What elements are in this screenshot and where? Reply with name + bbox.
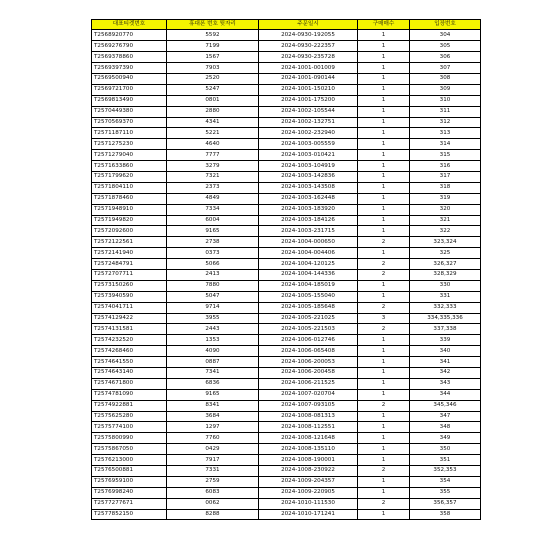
order-datetime-cell: 2024-0930-222357 bbox=[259, 41, 358, 52]
order-datetime-cell: 2024-1004-000650 bbox=[259, 237, 358, 248]
ticket-number-cell: T2572484791 bbox=[92, 259, 167, 270]
order-datetime-cell: 2024-0930-235728 bbox=[259, 52, 358, 63]
table-row bbox=[92, 498, 481, 509]
quantity-cell: 1 bbox=[358, 182, 410, 193]
quantity-cell: 2 bbox=[358, 400, 410, 411]
ticket-number-cell: T2569721700 bbox=[92, 84, 167, 95]
phone-last-digits-cell: 8288 bbox=[167, 509, 259, 520]
table-row bbox=[92, 95, 481, 106]
phone-last-digits-cell: 2520 bbox=[167, 73, 259, 84]
table-row bbox=[92, 313, 481, 324]
table-row bbox=[92, 389, 481, 400]
order-datetime-cell: 2024-1003-010421 bbox=[259, 150, 358, 161]
table-row bbox=[92, 422, 481, 433]
quantity-cell: 1 bbox=[358, 41, 410, 52]
table-row bbox=[92, 346, 481, 357]
ticket-number-cell: T2577277671 bbox=[92, 498, 167, 509]
phone-last-digits-cell: 7760 bbox=[167, 433, 259, 444]
quantity-cell: 1 bbox=[358, 30, 410, 41]
entry-number-cell: 306 bbox=[410, 52, 481, 63]
order-datetime-cell: 2024-1001-150210 bbox=[259, 84, 358, 95]
order-datetime-cell: 2024-1001-001009 bbox=[259, 63, 358, 74]
entry-number-cell: 305 bbox=[410, 41, 481, 52]
phone-last-digits-cell: 2413 bbox=[167, 269, 259, 280]
ticket-number-cell: T2574268460 bbox=[92, 346, 167, 357]
ticket-number-cell: T2574922881 bbox=[92, 400, 167, 411]
phone-last-digits-cell: 7903 bbox=[167, 63, 259, 74]
entry-number-cell: 334,335,336 bbox=[410, 313, 481, 324]
ticket-number-cell: T2575800990 bbox=[92, 433, 167, 444]
entry-number-cell: 342 bbox=[410, 368, 481, 379]
entry-number-cell: 313 bbox=[410, 128, 481, 139]
order-datetime-cell: 2024-1008-135110 bbox=[259, 444, 358, 455]
order-datetime-cell: 2024-1008-112551 bbox=[259, 422, 358, 433]
ticket-number-cell: T2571633860 bbox=[92, 161, 167, 172]
phone-last-digits-cell: 5247 bbox=[167, 84, 259, 95]
entry-number-cell: 322 bbox=[410, 226, 481, 237]
entry-number-cell: 355 bbox=[410, 487, 481, 498]
entry-number-cell: 337,338 bbox=[410, 324, 481, 335]
order-datetime-cell: 2024-1006-065408 bbox=[259, 346, 358, 357]
header-ticket-number: 대표티켓번호 bbox=[92, 20, 167, 30]
order-datetime-cell: 2024-1007-020704 bbox=[259, 389, 358, 400]
ticket-number-cell: T2576500881 bbox=[92, 466, 167, 477]
table-row bbox=[92, 204, 481, 215]
order-datetime-cell: 2024-1003-005559 bbox=[259, 139, 358, 150]
ticket-number-cell: T2571949820 bbox=[92, 215, 167, 226]
ticket-number-cell: T2574643140 bbox=[92, 368, 167, 379]
order-datetime-cell: 2024-1004-144336 bbox=[259, 269, 358, 280]
entry-number-cell: 347 bbox=[410, 411, 481, 422]
entry-number-cell: 339 bbox=[410, 335, 481, 346]
phone-last-digits-cell: 5047 bbox=[167, 291, 259, 302]
quantity-cell: 2 bbox=[358, 324, 410, 335]
entry-number-cell: 312 bbox=[410, 117, 481, 128]
table-row bbox=[92, 280, 481, 291]
entry-number-cell: 344 bbox=[410, 389, 481, 400]
quantity-cell: 1 bbox=[358, 291, 410, 302]
table-row bbox=[92, 215, 481, 226]
order-datetime-cell: 2024-1008-230922 bbox=[259, 466, 358, 477]
table-row bbox=[92, 248, 481, 259]
order-datetime-cell: 2024-1008-121648 bbox=[259, 433, 358, 444]
order-datetime-cell: 2024-1008-081313 bbox=[259, 411, 358, 422]
phone-last-digits-cell: 0373 bbox=[167, 248, 259, 259]
ticket-number-cell: T2573940590 bbox=[92, 291, 167, 302]
entry-number-cell: 317 bbox=[410, 171, 481, 182]
table-row bbox=[92, 509, 481, 520]
header-order-datetime: 주문일시 bbox=[259, 20, 358, 30]
order-datetime-cell: 2024-1009-220905 bbox=[259, 487, 358, 498]
phone-last-digits-cell: 6004 bbox=[167, 215, 259, 226]
phone-last-digits-cell: 4849 bbox=[167, 193, 259, 204]
table-row bbox=[92, 63, 481, 74]
table-row bbox=[92, 259, 481, 270]
table-row bbox=[92, 357, 481, 368]
phone-last-digits-cell: 7777 bbox=[167, 150, 259, 161]
order-datetime-cell: 2024-1003-143508 bbox=[259, 182, 358, 193]
quantity-cell: 1 bbox=[358, 389, 410, 400]
quantity-cell: 1 bbox=[358, 335, 410, 346]
phone-last-digits-cell: 0429 bbox=[167, 444, 259, 455]
quantity-cell: 1 bbox=[358, 95, 410, 106]
phone-last-digits-cell: 5066 bbox=[167, 259, 259, 270]
entry-number-cell: 358 bbox=[410, 509, 481, 520]
entry-number-cell: 341 bbox=[410, 357, 481, 368]
table-row bbox=[92, 171, 481, 182]
entry-number-cell: 304 bbox=[410, 30, 481, 41]
ticket-number-cell: T2571799620 bbox=[92, 171, 167, 182]
table-row bbox=[92, 139, 481, 150]
table-row bbox=[92, 433, 481, 444]
table-row bbox=[92, 52, 481, 63]
table-body bbox=[92, 30, 481, 520]
table-row bbox=[92, 444, 481, 455]
quantity-cell: 1 bbox=[358, 226, 410, 237]
order-datetime-cell: 2024-1006-200458 bbox=[259, 368, 358, 379]
ticket-number-cell: T2571187110 bbox=[92, 128, 167, 139]
phone-last-digits-cell: 2738 bbox=[167, 237, 259, 248]
ticket-number-cell: T2574641550 bbox=[92, 357, 167, 368]
phone-last-digits-cell: 0801 bbox=[167, 95, 259, 106]
table-row bbox=[92, 400, 481, 411]
order-datetime-cell: 2024-1007-093105 bbox=[259, 400, 358, 411]
phone-last-digits-cell: 7341 bbox=[167, 368, 259, 379]
entry-number-cell: 332,333 bbox=[410, 302, 481, 313]
order-datetime-cell: 2024-1002-232940 bbox=[259, 128, 358, 139]
quantity-cell: 2 bbox=[358, 237, 410, 248]
phone-last-digits-cell: 1353 bbox=[167, 335, 259, 346]
header-row bbox=[92, 20, 481, 30]
ticket-number-cell: T2576998240 bbox=[92, 487, 167, 498]
entry-number-cell: 340 bbox=[410, 346, 481, 357]
order-datetime-cell: 2024-1005-155040 bbox=[259, 291, 358, 302]
ticket-number-cell: T2569378860 bbox=[92, 52, 167, 63]
ticket-number-cell: T2571279040 bbox=[92, 150, 167, 161]
table-row bbox=[92, 226, 481, 237]
entry-number-cell: 321 bbox=[410, 215, 481, 226]
phone-last-digits-cell: 9714 bbox=[167, 302, 259, 313]
ticket-number-cell: T2569500940 bbox=[92, 73, 167, 84]
table-row bbox=[92, 455, 481, 466]
ticket-number-cell: T2575867050 bbox=[92, 444, 167, 455]
phone-last-digits-cell: 2443 bbox=[167, 324, 259, 335]
order-datetime-cell: 2024-1005-221025 bbox=[259, 313, 358, 324]
phone-last-digits-cell: 9165 bbox=[167, 389, 259, 400]
entry-number-cell: 331 bbox=[410, 291, 481, 302]
phone-last-digits-cell: 8341 bbox=[167, 400, 259, 411]
entry-number-cell: 309 bbox=[410, 84, 481, 95]
ticket-number-cell: T2574129422 bbox=[92, 313, 167, 324]
entry-number-cell: 326,327 bbox=[410, 259, 481, 270]
table-row bbox=[92, 487, 481, 498]
phone-last-digits-cell: 3955 bbox=[167, 313, 259, 324]
phone-last-digits-cell: 7199 bbox=[167, 41, 259, 52]
quantity-cell: 1 bbox=[358, 128, 410, 139]
entry-number-cell: 314 bbox=[410, 139, 481, 150]
table-row bbox=[92, 161, 481, 172]
quantity-cell: 1 bbox=[358, 487, 410, 498]
phone-last-digits-cell: 6836 bbox=[167, 378, 259, 389]
table-row bbox=[92, 73, 481, 84]
header-quantity: 구매매수 bbox=[358, 20, 410, 30]
quantity-cell: 1 bbox=[358, 161, 410, 172]
quantity-cell: 1 bbox=[358, 378, 410, 389]
entry-number-cell: 352,353 bbox=[410, 466, 481, 477]
order-datetime-cell: 2024-0930-192055 bbox=[259, 30, 358, 41]
order-datetime-cell: 2024-1003-183920 bbox=[259, 204, 358, 215]
ticket-number-cell: T2571878460 bbox=[92, 193, 167, 204]
entry-number-cell: 323,324 bbox=[410, 237, 481, 248]
table-row bbox=[92, 368, 481, 379]
ticket-number-cell: T2572122561 bbox=[92, 237, 167, 248]
ticket-number-cell: T2575625280 bbox=[92, 411, 167, 422]
phone-last-digits-cell: 9165 bbox=[167, 226, 259, 237]
entry-number-cell: 325 bbox=[410, 248, 481, 259]
quantity-cell: 1 bbox=[358, 357, 410, 368]
entry-number-cell: 318 bbox=[410, 182, 481, 193]
order-datetime-cell: 2024-1004-004406 bbox=[259, 248, 358, 259]
order-datetime-cell: 2024-1004-120125 bbox=[259, 259, 358, 270]
ticket-number-cell: T2576213000 bbox=[92, 455, 167, 466]
quantity-cell: 1 bbox=[358, 52, 410, 63]
table-row bbox=[92, 41, 481, 52]
ticket-number-cell: T2570569370 bbox=[92, 117, 167, 128]
table-row bbox=[92, 324, 481, 335]
entry-number-cell: 351 bbox=[410, 455, 481, 466]
phone-last-digits-cell: 7334 bbox=[167, 204, 259, 215]
table-row bbox=[92, 106, 481, 117]
phone-last-digits-cell: 7880 bbox=[167, 280, 259, 291]
entry-number-cell: 350 bbox=[410, 444, 481, 455]
phone-last-digits-cell: 0062 bbox=[167, 498, 259, 509]
entry-number-cell: 354 bbox=[410, 476, 481, 487]
order-datetime-cell: 2024-1010-171241 bbox=[259, 509, 358, 520]
quantity-cell: 1 bbox=[358, 422, 410, 433]
phone-last-digits-cell: 4341 bbox=[167, 117, 259, 128]
phone-last-digits-cell: 1567 bbox=[167, 52, 259, 63]
table-row bbox=[92, 30, 481, 41]
entry-number-cell: 328,329 bbox=[410, 269, 481, 280]
table-row bbox=[92, 182, 481, 193]
quantity-cell: 1 bbox=[358, 248, 410, 259]
quantity-cell: 2 bbox=[358, 302, 410, 313]
header-entry-number: 입장번호 bbox=[410, 20, 481, 30]
table-row bbox=[92, 128, 481, 139]
order-datetime-cell: 2024-1003-162448 bbox=[259, 193, 358, 204]
entry-number-cell: 308 bbox=[410, 73, 481, 84]
entry-number-cell: 316 bbox=[410, 161, 481, 172]
quantity-cell: 1 bbox=[358, 368, 410, 379]
entry-number-cell: 343 bbox=[410, 378, 481, 389]
phone-last-digits-cell: 2759 bbox=[167, 476, 259, 487]
ticket-number-cell: T2572141940 bbox=[92, 248, 167, 259]
phone-last-digits-cell: 2880 bbox=[167, 106, 259, 117]
entry-number-cell: 310 bbox=[410, 95, 481, 106]
quantity-cell: 1 bbox=[358, 84, 410, 95]
ticket-number-cell: T2571275230 bbox=[92, 139, 167, 150]
quantity-cell: 1 bbox=[358, 150, 410, 161]
ticket-number-cell: T2577852150 bbox=[92, 509, 167, 520]
order-datetime-cell: 2024-1003-231715 bbox=[259, 226, 358, 237]
phone-last-digits-cell: 5221 bbox=[167, 128, 259, 139]
quantity-cell: 1 bbox=[358, 193, 410, 204]
ticket-number-cell: T2575774100 bbox=[92, 422, 167, 433]
table-row bbox=[92, 117, 481, 128]
ticket-number-cell: T2574781090 bbox=[92, 389, 167, 400]
order-datetime-cell: 2024-1006-200053 bbox=[259, 357, 358, 368]
phone-last-digits-cell: 4090 bbox=[167, 346, 259, 357]
ticket-number-cell: T2576959100 bbox=[92, 476, 167, 487]
order-datetime-cell: 2024-1006-012746 bbox=[259, 335, 358, 346]
quantity-cell: 1 bbox=[358, 509, 410, 520]
order-datetime-cell: 2024-1009-204357 bbox=[259, 476, 358, 487]
quantity-cell: 1 bbox=[358, 455, 410, 466]
entry-number-cell: 349 bbox=[410, 433, 481, 444]
entry-number-cell: 320 bbox=[410, 204, 481, 215]
phone-last-digits-cell: 7321 bbox=[167, 171, 259, 182]
quantity-cell: 2 bbox=[358, 498, 410, 509]
order-datetime-cell: 2024-1001-090144 bbox=[259, 73, 358, 84]
order-datetime-cell: 2024-1008-190001 bbox=[259, 455, 358, 466]
ticket-number-cell: T2571948910 bbox=[92, 204, 167, 215]
entry-number-cell: 311 bbox=[410, 106, 481, 117]
order-datetime-cell: 2024-1005-221503 bbox=[259, 324, 358, 335]
quantity-cell: 2 bbox=[358, 259, 410, 270]
order-datetime-cell: 2024-1004-185019 bbox=[259, 280, 358, 291]
order-datetime-cell: 2024-1006-211525 bbox=[259, 378, 358, 389]
order-datetime-cell: 2024-1010-111530 bbox=[259, 498, 358, 509]
order-datetime-cell: 2024-1005-185648 bbox=[259, 302, 358, 313]
phone-last-digits-cell: 3279 bbox=[167, 161, 259, 172]
quantity-cell: 1 bbox=[358, 476, 410, 487]
phone-last-digits-cell: 7331 bbox=[167, 466, 259, 477]
quantity-cell: 1 bbox=[358, 204, 410, 215]
entry-number-cell: 330 bbox=[410, 280, 481, 291]
ticket-number-cell: T2574041711 bbox=[92, 302, 167, 313]
table-row bbox=[92, 476, 481, 487]
quantity-cell: 1 bbox=[358, 215, 410, 226]
ticket-number-cell: T2572707711 bbox=[92, 269, 167, 280]
quantity-cell: 3 bbox=[358, 313, 410, 324]
order-datetime-cell: 2024-1003-142836 bbox=[259, 171, 358, 182]
phone-last-digits-cell: 3684 bbox=[167, 411, 259, 422]
phone-last-digits-cell: 4640 bbox=[167, 139, 259, 150]
order-datetime-cell: 2024-1002-105544 bbox=[259, 106, 358, 117]
ticket-number-cell: T2571804110 bbox=[92, 182, 167, 193]
phone-last-digits-cell: 7917 bbox=[167, 455, 259, 466]
header-phone-last-digits: 휴대폰 번호 뒷자리 bbox=[167, 20, 259, 30]
quantity-cell: 1 bbox=[358, 433, 410, 444]
quantity-cell: 1 bbox=[358, 444, 410, 455]
ticket-number-cell: T2574232520 bbox=[92, 335, 167, 346]
ticket-number-cell: T2568920770 bbox=[92, 30, 167, 41]
quantity-cell: 1 bbox=[358, 117, 410, 128]
ticket-number-cell: T2572092600 bbox=[92, 226, 167, 237]
order-datetime-cell: 2024-1002-132751 bbox=[259, 117, 358, 128]
table-row bbox=[92, 291, 481, 302]
entry-number-cell: 348 bbox=[410, 422, 481, 433]
entry-number-cell: 345,346 bbox=[410, 400, 481, 411]
ticket-number-cell: T2570449380 bbox=[92, 106, 167, 117]
entry-number-cell: 315 bbox=[410, 150, 481, 161]
phone-last-digits-cell: 5592 bbox=[167, 30, 259, 41]
quantity-cell: 1 bbox=[358, 346, 410, 357]
ticket-table bbox=[91, 19, 481, 520]
ticket-number-cell: T2573150260 bbox=[92, 280, 167, 291]
table-row bbox=[92, 466, 481, 477]
phone-last-digits-cell: 6083 bbox=[167, 487, 259, 498]
quantity-cell: 2 bbox=[358, 466, 410, 477]
table-row bbox=[92, 269, 481, 280]
order-datetime-cell: 2024-1001-175200 bbox=[259, 95, 358, 106]
phone-last-digits-cell: 0887 bbox=[167, 357, 259, 368]
table-row bbox=[92, 411, 481, 422]
table-row bbox=[92, 378, 481, 389]
entry-number-cell: 356,357 bbox=[410, 498, 481, 509]
quantity-cell: 2 bbox=[358, 269, 410, 280]
ticket-number-cell: T2569276790 bbox=[92, 41, 167, 52]
table-row bbox=[92, 335, 481, 346]
ticket-number-cell: T2574671800 bbox=[92, 378, 167, 389]
table-row bbox=[92, 84, 481, 95]
phone-last-digits-cell: 1297 bbox=[167, 422, 259, 433]
quantity-cell: 1 bbox=[358, 280, 410, 291]
quantity-cell: 1 bbox=[358, 411, 410, 422]
table-row bbox=[92, 150, 481, 161]
quantity-cell: 1 bbox=[358, 139, 410, 150]
table-row bbox=[92, 193, 481, 204]
quantity-cell: 1 bbox=[358, 171, 410, 182]
table-row bbox=[92, 302, 481, 313]
order-datetime-cell: 2024-1003-184126 bbox=[259, 215, 358, 226]
ticket-number-cell: T2569813490 bbox=[92, 95, 167, 106]
ticket-number-cell: T2569397390 bbox=[92, 63, 167, 74]
entry-number-cell: 307 bbox=[410, 63, 481, 74]
phone-last-digits-cell: 2373 bbox=[167, 182, 259, 193]
quantity-cell: 1 bbox=[358, 106, 410, 117]
quantity-cell: 1 bbox=[358, 73, 410, 84]
order-datetime-cell: 2024-1003-104919 bbox=[259, 161, 358, 172]
table-row bbox=[92, 237, 481, 248]
entry-number-cell: 319 bbox=[410, 193, 481, 204]
quantity-cell: 1 bbox=[358, 63, 410, 74]
ticket-number-cell: T2574131581 bbox=[92, 324, 167, 335]
